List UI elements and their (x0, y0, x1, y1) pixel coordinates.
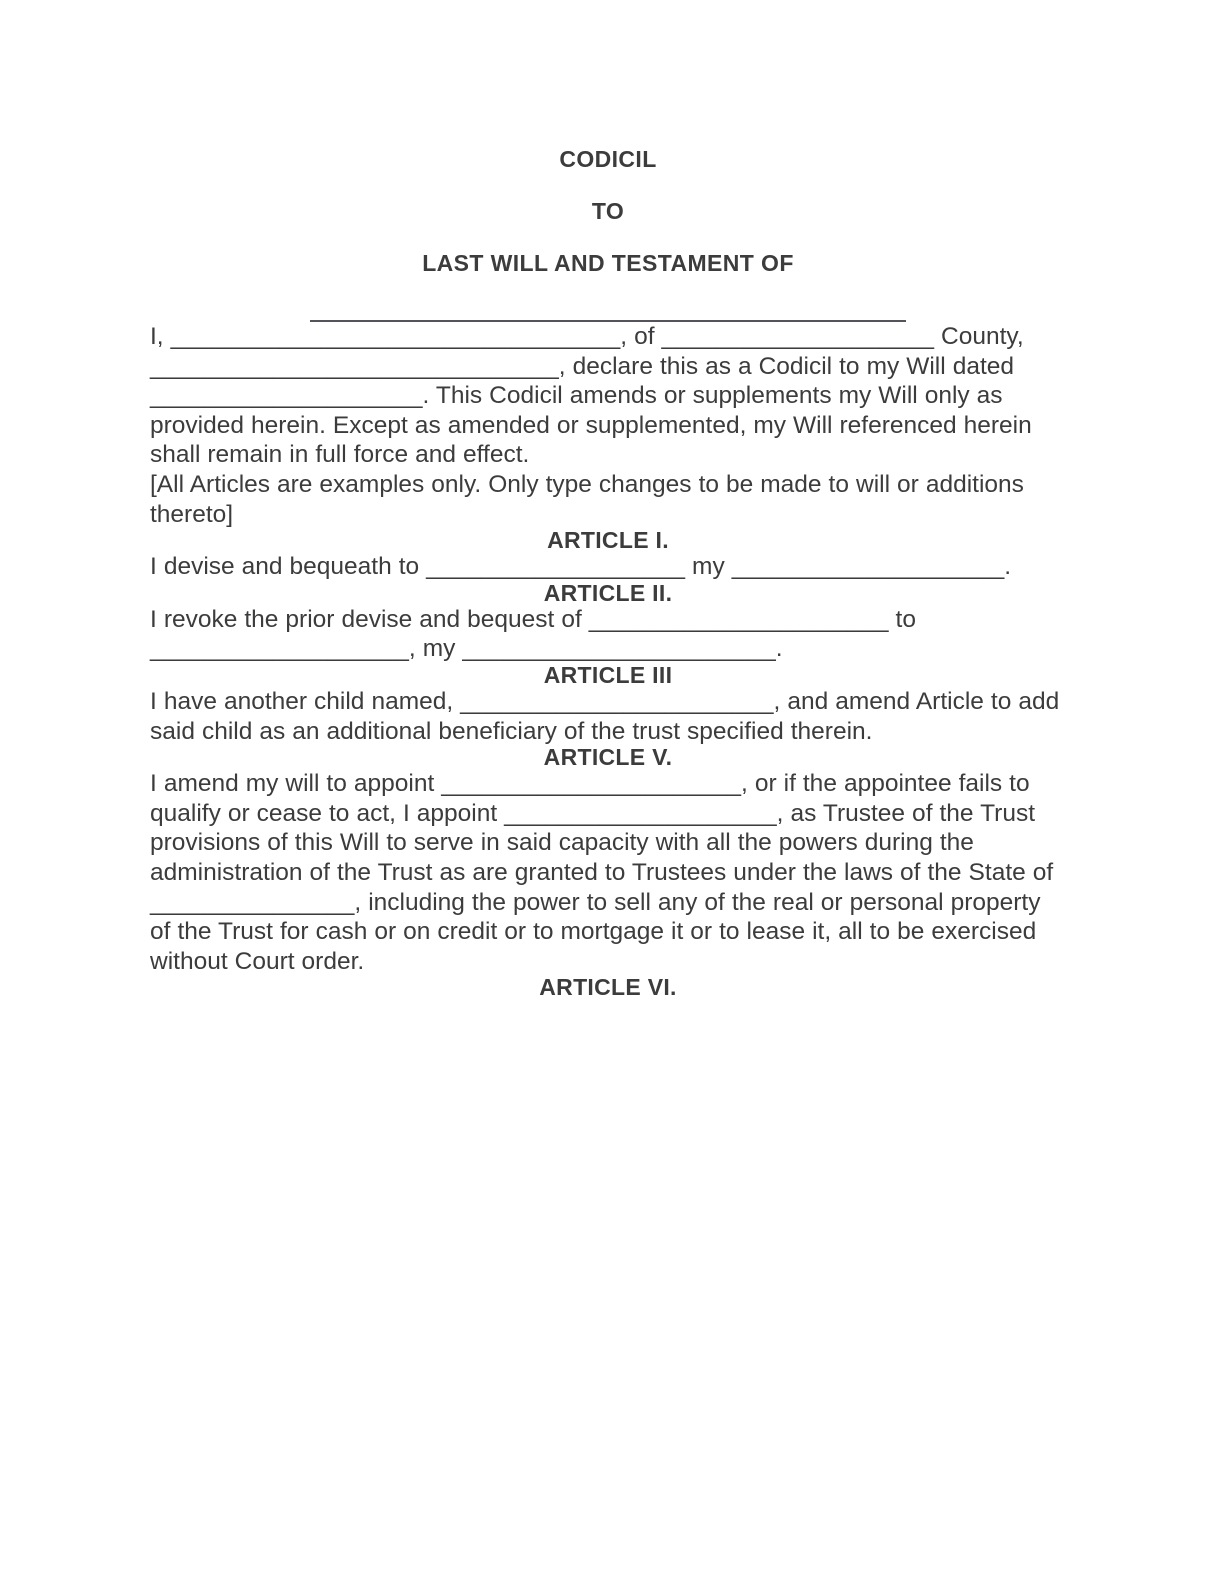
title-spacer-1 (150, 171, 1066, 200)
instruction-note: [All Articles are examples only. Only type changes to be made to will or additions thereto] (150, 470, 1024, 528)
document-title-last-will: LAST WILL AND TESTAMENT OF (422, 250, 794, 276)
article-body-1: I devise and bequeath to ___________________ my ____________________. (150, 553, 1012, 581)
article-body-5: I amend my will to appoint ______________________, or if the appointee fails to qualify or cease to act, I appoint ____________________, as Trustee of the Trust provisions of this Will to serve in said capacity with all the powers during the administration of the Trust as are granted to Trustees under the laws of the State of _______________, including the power to sell any of the real or personal property of the Trust for cash or on credit or to mortgage it or to lease it, all to be exercised without Court order. (150, 770, 1054, 975)
intro-paragraph: I, _________________________________, of ____________________ County, ______________________________, declare this as a Codicil to my Will dated ____________________. This Codicil amends or supplements my Will only as provided herein. Except as amended or supplemented, my Will referenced herein shall remain in full force and effect. (150, 323, 1032, 469)
title-block (150, 0, 1066, 322)
article-heading-3: ARTICLE III (543, 661, 673, 688)
article-body-2: I revoke the prior devise and bequest of ______________________ to ___________________, my _______________________. (150, 605, 916, 663)
document-title-codicil: CODICIL (559, 146, 657, 172)
article-heading-2: ARTICLE II. (543, 579, 673, 606)
article-heading-1: ARTICLE I. (547, 527, 669, 554)
article-body-3: I have another child named, _______________________, and amend Article to add said child as an additional beneficiary of the trust specified therein. (150, 687, 1060, 745)
title-spacer-2 (150, 223, 1066, 252)
article-heading-5: ARTICLE V. (543, 744, 673, 771)
document-title-to: TO (591, 198, 625, 224)
document-content (150, 0, 1066, 999)
article-heading-6: ARTICLE VI. (539, 974, 677, 1001)
